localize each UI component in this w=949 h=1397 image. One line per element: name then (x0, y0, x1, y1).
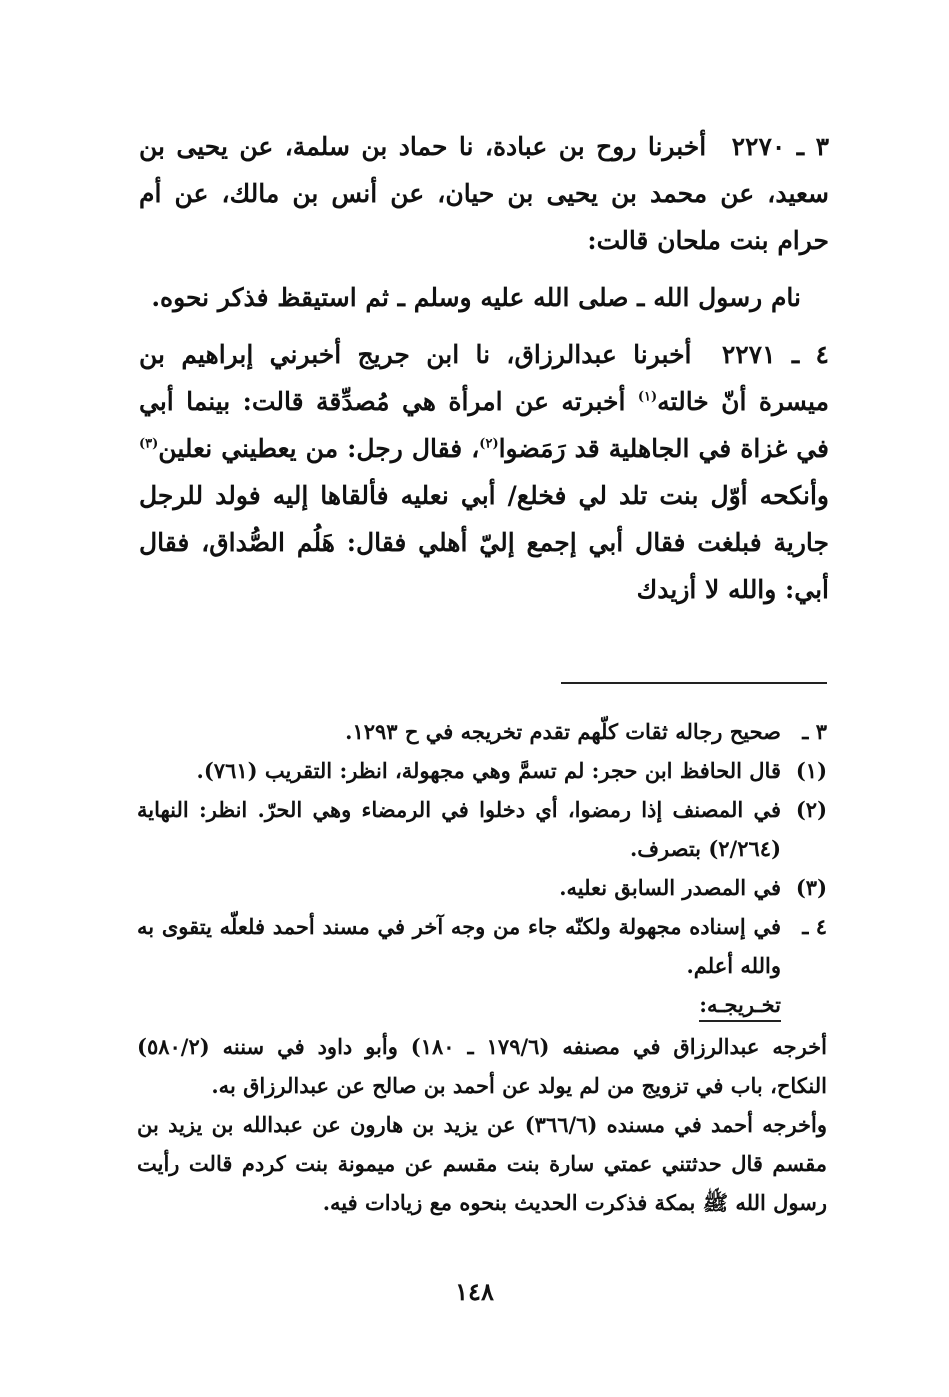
footnote-marker: ٤ ـ (802, 914, 827, 939)
hadith-text-part: أخبرته عن امرأة هي مُصدِّقة قالت: بينما أبي في غزاة في الجاهلية قد رَمَضوا (139, 387, 829, 463)
footnote-item (137, 868, 827, 907)
hadith-number: ٤ ـ ٢٢٧١ (721, 340, 829, 369)
footnote-marker: (١) (795, 758, 827, 783)
footnote-item (137, 751, 827, 790)
footnote-item (137, 907, 827, 985)
footnote-ref: (٣) (139, 436, 159, 452)
hadith-quote: نام رسول الله ـ صلى الله عليه وسلم ـ ثم استيقظ فذكر نحوه. (151, 283, 801, 312)
takhrij-paragraph: وأخرجه أحمد في مسنده (٣٦٦/٦) عن يزيد بن هارون عن عبدالله بن يزيد بن مقسم قال حدثتني عمتي سارة بنت مقسم عن ميمونة بنت كردم قالت رأيت رسول الله ﷺ بمكة فذكرت الحديث بنحوه مع زيادات فيه. (137, 1112, 827, 1215)
hadith-number: ٣ ـ ٢٢٧٠ (731, 132, 829, 161)
hadith-text-part: ، فقال رجل: من يعطيني نعلين (158, 434, 480, 463)
footnote-text: في المصدر السابق نعليه. (559, 875, 781, 900)
footnote-marker: (٢) (795, 797, 827, 822)
footnote-ref: (٢) (479, 436, 499, 452)
hadith-text-part: أخبرنا عبدالرزاق، نا ابن جريج أخبرني إبراهيم بن ميسرة أنّ خالته (139, 340, 829, 416)
footnote-item (137, 790, 827, 868)
footnote-text: صحيح رجاله ثقات كلّهم تقدم تخريجه في ح ١٢٩٣. (345, 719, 781, 744)
takhrij-heading: تخـريجـه: (699, 990, 781, 1022)
hadith-text-part: وأنكحه أوّل بنت تلد لي فخلع/ أبي نعليه فألقاها إليه فولد للرجل جارية فبلغت فقال أبي إجمع إليّ أهلي فقال: هَلُم الصُّداق، فقال أبي: والله لا أزيدك (139, 481, 829, 604)
page-number: ١٤٨ (455, 1277, 494, 1306)
footnote-text: في المصنف إذا رمضوا، أي دخلوا في الرمضاء وهي الحرّ. انظر: النهاية (٢/٢٦٤) بتصرف. (137, 797, 781, 861)
main-text (139, 123, 829, 613)
hadith-2270 (139, 123, 829, 264)
footnote-divider (561, 682, 827, 684)
takhrij-paragraph: أخرجه عبدالرزاق في مصنفه (١٧٩/٦ ـ ١٨٠) وأبو داود في سننه (٥٨٠/٢) النكاح، باب في تزويج من لم يولد عن أحمد بن صالح عن عبدالرزاق به. (137, 1034, 827, 1098)
hadith-text: أخبرنا روح بن عبادة، نا حماد بن سلمة، عن يحيى بن سعيد، عن محمد بن يحيى بن حيان، عن أنس بن مالك، عن أم حرام بنت ملحان قالت: (139, 132, 829, 255)
footnote-marker: (٣) (795, 875, 827, 900)
takhrij-heading-row (137, 985, 827, 1027)
footnote-item (137, 712, 827, 751)
hadith-2271 (139, 331, 829, 613)
footnote-text: في إسناده مجهولة ولكنّه جاء من وجه آخر في مسند أحمد فلعلّه يتقوى به والله أعلم. (137, 914, 781, 978)
footnote-marker: ٣ ـ (802, 719, 827, 744)
footnote-text: قال الحافظ ابن حجر: لم تسمَّ وهي مجهولة، انظر: التقريب (٧٦١). (196, 758, 781, 783)
footnotes (137, 712, 827, 1222)
footnote-ref: (١) (637, 389, 658, 405)
